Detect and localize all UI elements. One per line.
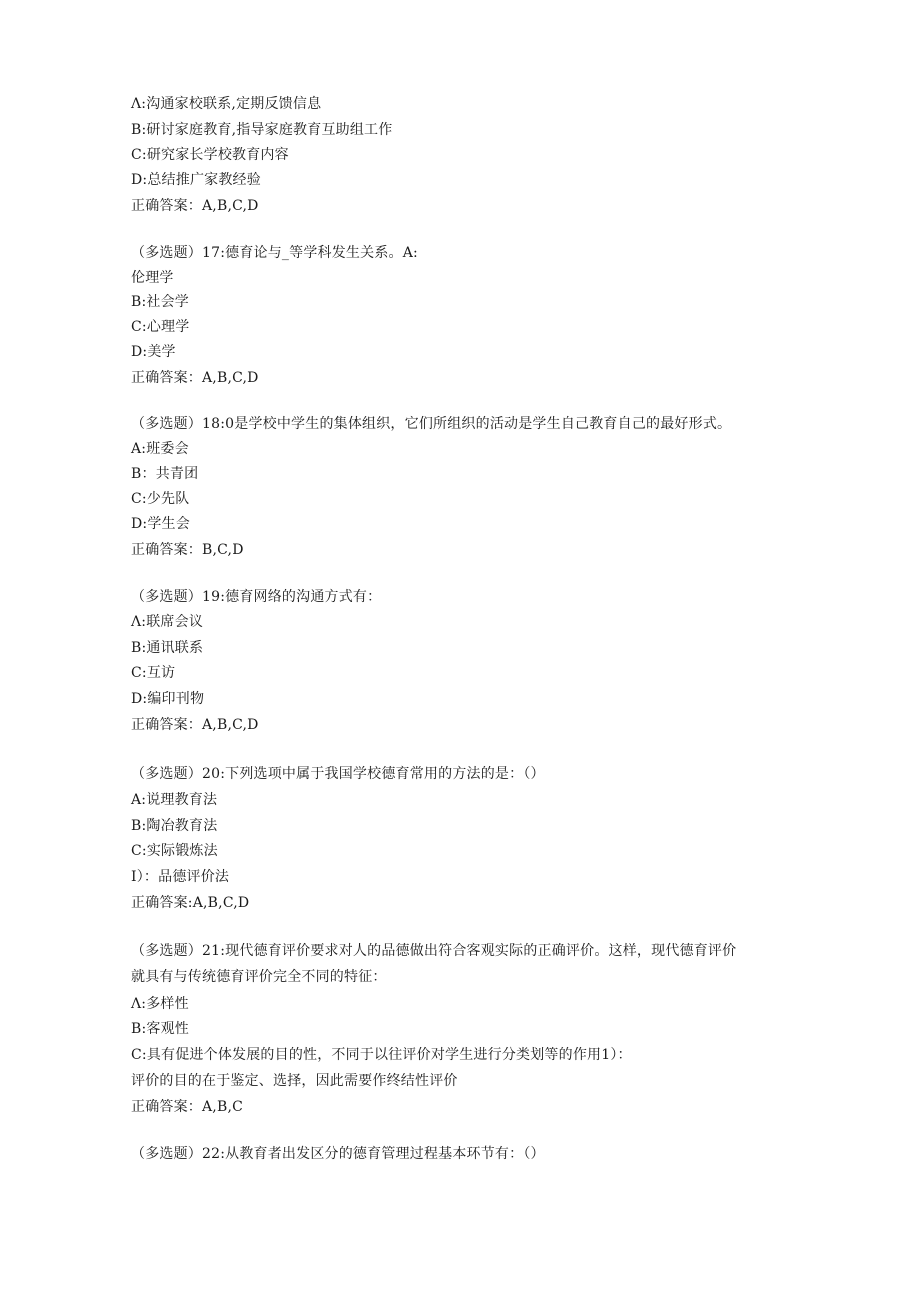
option-b: B:陶冶教育法 [131,818,218,834]
option-b: B:通讯联系 [131,640,204,656]
option-d: D:总结推广家教经验 [131,172,261,188]
question-text: （多选题）17:德育论与_等学科发生关系。A: [131,245,418,261]
option-c: C:实际锻炼法 [131,843,218,859]
question-text: （多选题）19:德育网络的沟通方式有： [131,589,382,605]
option-c: C:具有促进个体发展的目的性，不同于以往评价对学生进行分类划等的作用1）： [131,1047,632,1063]
correct-answer: 正确答案：A,B,C,D [131,717,259,733]
correct-answer: 正确答案：A,B,C,D [131,370,259,386]
question-text: （多选题）22:从教育者出发区分的德育管理过程基本环节有：（） [131,1146,545,1162]
option-c: C:研究家长学校教育内容 [131,147,289,163]
option-d: D:美学 [131,344,176,360]
option-d: I）：品德评价法 [131,869,230,885]
option-a: Λ:沟通家校联系,定期反馈信息 [131,96,322,112]
option-b: B:社会学 [131,294,190,310]
correct-answer: 正确答案：B,C,D [131,542,244,558]
option-a-text: 伦理学 [131,270,174,286]
correct-answer: 正确答案：A,B,C,D [131,198,259,214]
option-b: B:客观性 [131,1021,190,1037]
option-a: A:班委会 [131,441,189,457]
question-text: （多选题）20:下列选项中属于我国学校德育常用的方法的是：（） [131,766,545,782]
option-a: Λ:联席会议 [131,614,204,630]
option-d: D:编印刊物 [131,691,205,707]
option-b: B：共青团 [131,466,199,482]
option-c: C:少先队 [131,491,190,507]
option-d: D:学生会 [131,516,190,532]
question-text-continued: 就具有与传统德育评价完全不同的特征： [131,969,387,985]
option-d: 评价的目的在于鉴定、选择，因此需要作终结性评价 [131,1073,458,1089]
option-a: A:说理教育法 [131,792,218,808]
question-text: （多选题）18:0是学校中学生的集体组织，它们所组织的活动是学生自己教育自己的最好形式。 [131,416,732,432]
correct-answer: 正确答案:A,B,C,D [131,895,250,911]
option-a: Λ:多样性 [131,996,189,1012]
option-c: C:心理学 [131,319,190,335]
correct-answer: 正确答案：A,B,C [131,1099,244,1115]
question-text: （多选题）21:现代德育评价要求对人的品德做出符合客观实际的正确评价。这样，现代德育评价 [131,943,737,959]
option-b: B:研讨家庭教育,指导家庭教育互助组工作 [131,122,393,138]
option-c: C:互访 [131,665,176,681]
